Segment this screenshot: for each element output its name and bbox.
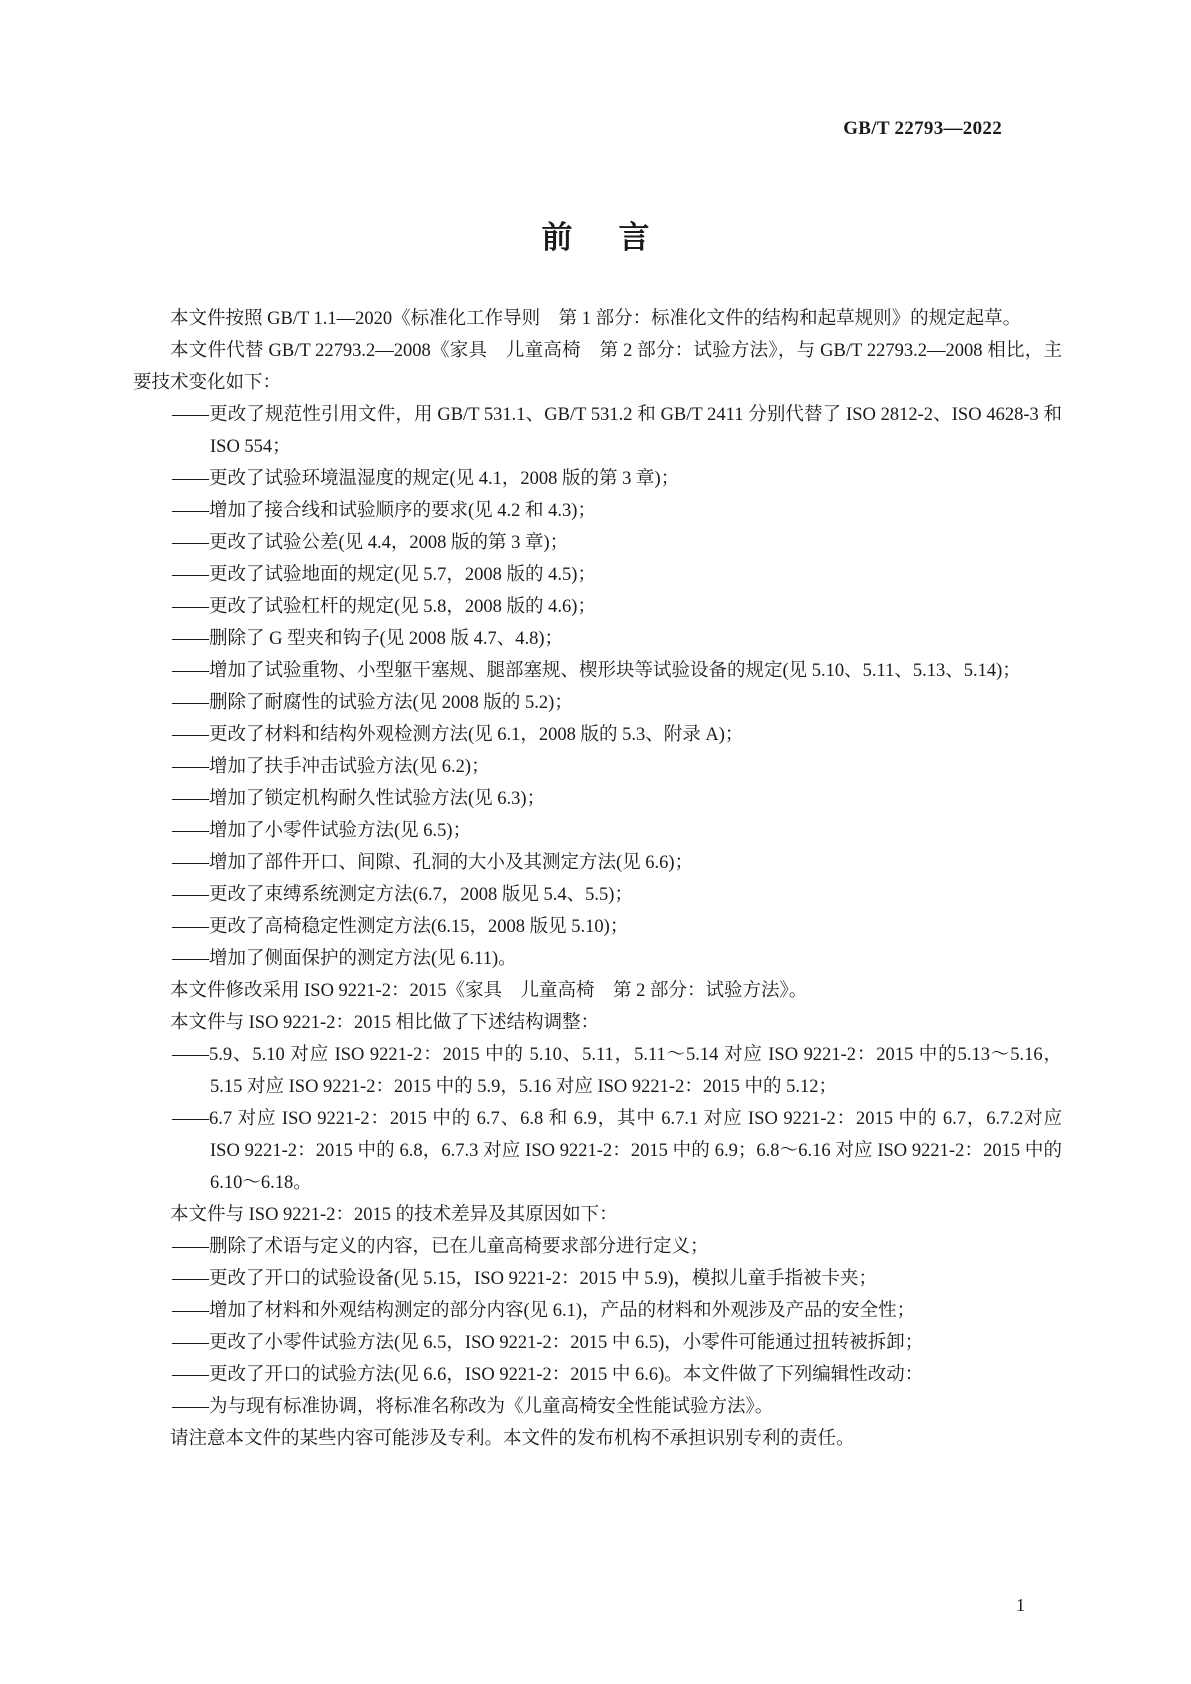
change-item: ——更改了束缚系统测定方法(6.7，2008 版见 5.4、5.5)； — [172, 885, 633, 905]
tech-diff-item: ——更改了开口的试验设备(见 5.15，ISO 9221-2：2015 中 5.9)，模拟儿童手指被卡夹； — [172, 1269, 878, 1289]
structure-change-item: ——5.9、5.10 对应 ISO 9221-2：2015 中的 5.10、5.11，5.11～5.14 对应 ISO 9221-2：2015 中的5.13～5.16，5.15 对应 ISO 9221-2：2015 中的 5.9，5.16 对应 ISO 9221-2：2015 中的 5.12； — [172, 1045, 1062, 1097]
change-item: ——更改了试验环境温湿度的规定(见 4.1，2008 版的第 3 章)； — [172, 469, 680, 489]
change-item: ——更改了试验杠杆的规定(见 5.8，2008 版的 4.6)； — [172, 597, 596, 617]
tech-diff-item: ——增加了材料和外观结构测定的部分内容(见 6.1)，产品的材料和外观涉及产品的安全性； — [172, 1301, 916, 1321]
change-item: ——删除了 G 型夹和钩子(见 2008 版 4.7、4.8)； — [172, 629, 564, 649]
patent-notice: 请注意本文件的某些内容可能涉及专利。本文件的发布机构不承担识别专利的责任。 — [170, 1429, 855, 1449]
tech-diff-item: ——更改了小零件试验方法(见 6.5，ISO 9221-2：2015 中 6.5)，小零件可能通过扭转被拆卸； — [172, 1333, 924, 1353]
change-item: ——增加了小零件试验方法(见 6.5)； — [172, 821, 472, 841]
page-number: 1 — [1016, 1595, 1025, 1615]
change-item: ——增加了部件开口、间隙、孔洞的大小及其测定方法(见 6.6)； — [172, 853, 694, 873]
adoption-statement: 本文件修改采用 ISO 9221-2：2015《家具 儿童高椅 第 2 部分：试验方法》。 — [170, 981, 808, 1001]
structure-intro: 本文件与 ISO 9221-2：2015 相比做了下述结构调整： — [170, 1013, 600, 1033]
change-item: ——更改了试验地面的规定(见 5.7，2008 版的 4.5)； — [172, 565, 596, 585]
change-item: ——更改了试验公差(见 4.4，2008 版的第 3 章)； — [172, 533, 569, 553]
change-item: ——删除了耐腐性的试验方法(见 2008 版的 5.2)； — [172, 693, 573, 713]
change-item: ——增加了扶手冲击试验方法(见 6.2)； — [172, 757, 490, 777]
tech-diff-item: ——删除了术语与定义的内容，已在儿童高椅要求部分进行定义； — [172, 1237, 709, 1257]
change-item: ——更改了高椅稳定性测定方法(6.15，2008 版见 5.10)； — [172, 917, 629, 937]
change-item: ——更改了规范性引用文件，用 GB/T 531.1、GB/T 531.2 和 GB/T 2411 分别代替了 ISO 2812-2、ISO 4628-3 和 ISO 554； — [172, 405, 1062, 457]
change-item: ——增加了锁定机构耐久性试验方法(见 6.3)； — [172, 789, 546, 809]
replacement-paragraph: 本文件代替 GB/T 22793.2—2008《家具 儿童高椅 第 2 部分：试验方法》，与 GB/T 22793.2—2008 相比，主要技术变化如下： — [133, 341, 1062, 393]
tech-diff-intro: 本文件与 ISO 9221-2：2015 的技术差异及其原因如下： — [170, 1205, 618, 1225]
tech-diff-item: ——为与现有标准协调，将标准名称改为《儿童高椅安全性能试验方法》。 — [172, 1397, 774, 1417]
foreword-body — [133, 303, 1062, 1455]
change-item: ——增加了试验重物、小型躯干塞规、腿部塞规、楔形块等试验设备的规定(见 5.10、5.11、5.13、5.14)； — [172, 661, 1021, 681]
page-title: 前言 — [541, 220, 696, 256]
tech-diff-item: ——更改了开口的试验方法(见 6.6，ISO 9221-2：2015 中 6.6)。本文件做了下列编辑性改动： — [172, 1365, 924, 1385]
drafting-rules-paragraph: 本文件按照 GB/T 1.1—2020《标准化工作导则 第 1 部分：标准化文件的结构和起草规则》的规定起草。 — [170, 309, 1022, 329]
change-item: ——增加了接合线和试验顺序的要求(见 4.2 和 4.3)； — [172, 501, 596, 521]
change-item: ——增加了侧面保护的测定方法(见 6.11)。 — [172, 949, 517, 969]
standard-number: GB/T 22793—2022 — [843, 118, 1002, 139]
change-item: ——更改了材料和结构外观检测方法(见 6.1，2008 版的 5.3、附录 A)； — [172, 725, 744, 745]
structure-change-item: ——6.7 对应 ISO 9221-2：2015 中的 6.7、6.8 和 6.9，其中 6.7.1 对应 ISO 9221-2：2015 中的 6.7，6.7.2对应 ISO 9221-2：2015 中的 6.8，6.7.3 对应 ISO 9221-2：2015 中的 6.9；6.8～6.16 对应 ISO 9221-2：2015 中的 6.10～6.18。 — [172, 1109, 1062, 1193]
